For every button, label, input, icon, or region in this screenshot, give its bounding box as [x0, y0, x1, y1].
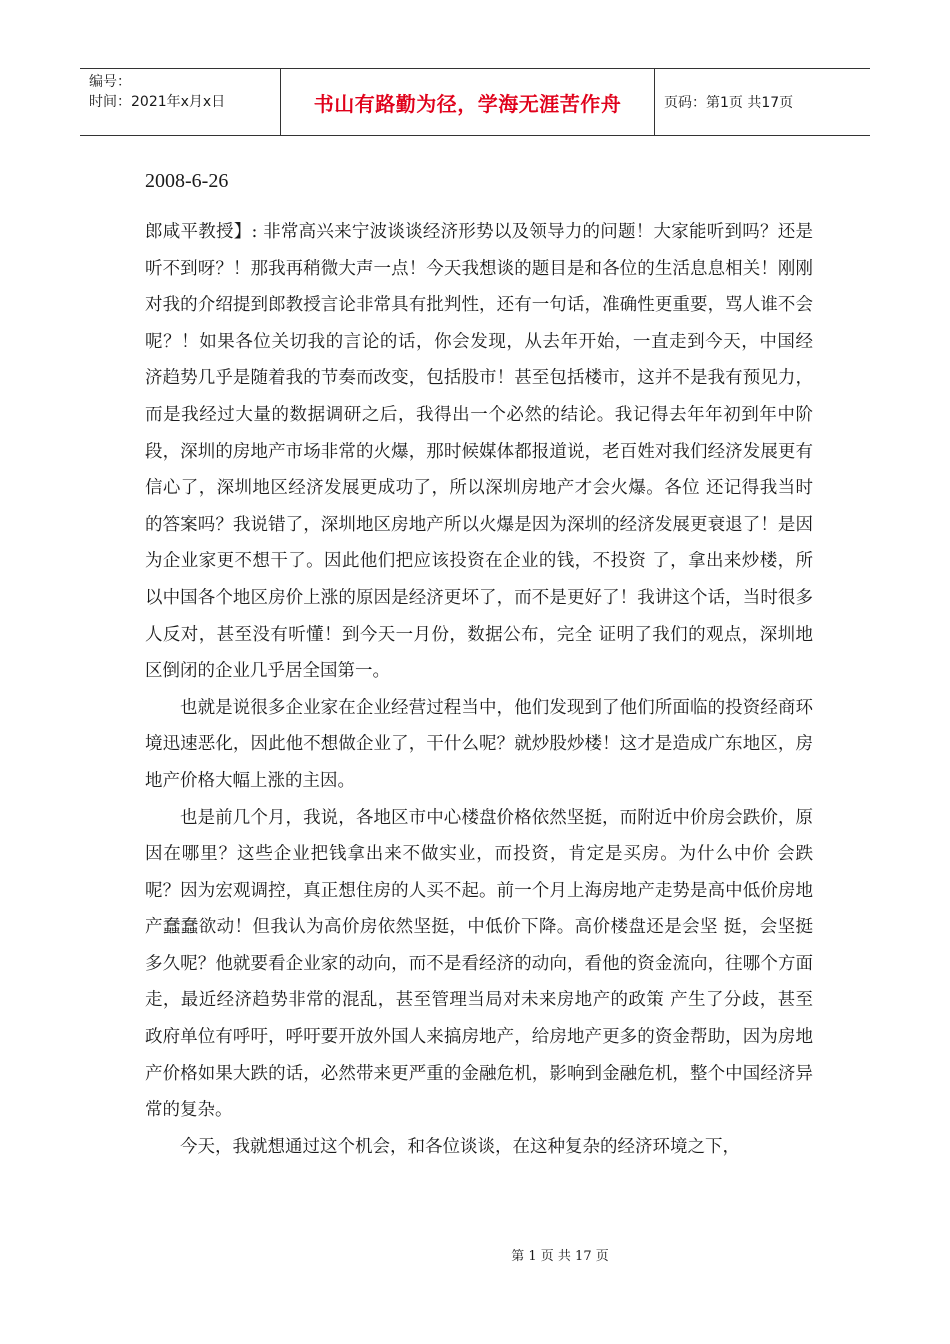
- document-time-label: 时间：2021年x月x日: [89, 94, 226, 110]
- header-motto: 书山有路勤为径，学海无涯苦作舟: [313, 91, 622, 116]
- body-paragraph: 郎咸平教授】: 非常高兴来宁波谈谈经济形势以及领导力的问题！大家能听到吗？还是听不到呀？！那我再稍微大声一点！今天我想谈的题目是和各位的生活息息相关！刚刚对我的介绍提到郎教授言论非常具有批判性，还有一句话，准确性更重要，骂人谁不会呢？！如果各位关切我的言论的话，你会发现，从去年开始，一直走到今天，中国经 济趋势几乎是随着我的节奏而改变，包括股市！甚至包括楼市，这并不是我有预见力，而是我经过大量的数据调研之后，我得出一个必然的结论。我记得去年年初到年中阶段，深圳的房地产市场非常的火爆，那时候媒体都报道说，老百姓对我们经济发展更有信心了，深圳地区经济发展更成功了，所以深圳房地产才会火爆。各位 还记得我当时的答案吗？我说错了，深圳地区房地产所以火爆是因为深圳的经济发展更衰退了！是因为企业家更不想干了。因此他们把应该投资在企业的钱，不投资 了，拿出来炒楼，所以中国各个地区房价上涨的原因是经济更坏了，而不是更好了！我讲这个话，当时很多人反对，甚至没有听懂！到今天一月份，数据公布，完全 证明了我们的观点，深圳地区倒闭的企业几乎居全国第一。: [145, 222, 813, 682]
- header-page-info-cell: [655, 69, 870, 135]
- header-motto-cell: [281, 69, 655, 135]
- page-footer: 第 1 页 共 17 页: [511, 1249, 609, 1264]
- document-number-label: 编号：: [89, 74, 131, 90]
- page-header: [80, 68, 870, 136]
- body-paragraph: 也就是说很多企业家在企业经营过程当中，他们发现到了他们所面临的投资经商环境迅速恶化，因此他不想做企业了，干什么呢？就炒股炒楼！这才是造成广东地区，房地产价格大幅上涨的主因。: [145, 697, 813, 791]
- body-paragraph: 也是前几个月，我说，各地区市中心楼盘价格依然坚挺，而附近中价房会跌价，原因在哪里？这些企业把钱拿出来不做实业，而投资，肯定是买房。为什么中价 会跌呢？因为宏观调控，真正想住房的人买不起。前一个月上海房地产走势是高中低价房地产蠢蠢欲动！但我认为高价房依然坚挺，中低价下降。高价楼盘还是会坚 挺，会坚挺多久呢？他就要看企业家的动向，而不是看经济的动向，看他的资金流向，往哪个方面走，最近经济趋势非常的混乱，甚至管理当局对未来房地产的政策 产生了分歧，甚至政府单位有呼吁，呼吁要开放外国人来搞房地产，给房地产更多的资金帮助，因为房地产价格如果大跌的话，必然带来更严重的金融危机，影响到金融危机，整个中国经济异常的复杂。: [145, 807, 813, 1121]
- header-meta: [80, 69, 281, 135]
- body-paragraph: 今天，我就想通过这个机会，和各位谈谈，在这种复杂的经济环境之下，: [180, 1136, 740, 1157]
- document-date: 2008-6-26: [145, 170, 229, 192]
- document-body: [145, 214, 813, 1165]
- header-page-info: 页码：第1页 共17页: [664, 95, 794, 111]
